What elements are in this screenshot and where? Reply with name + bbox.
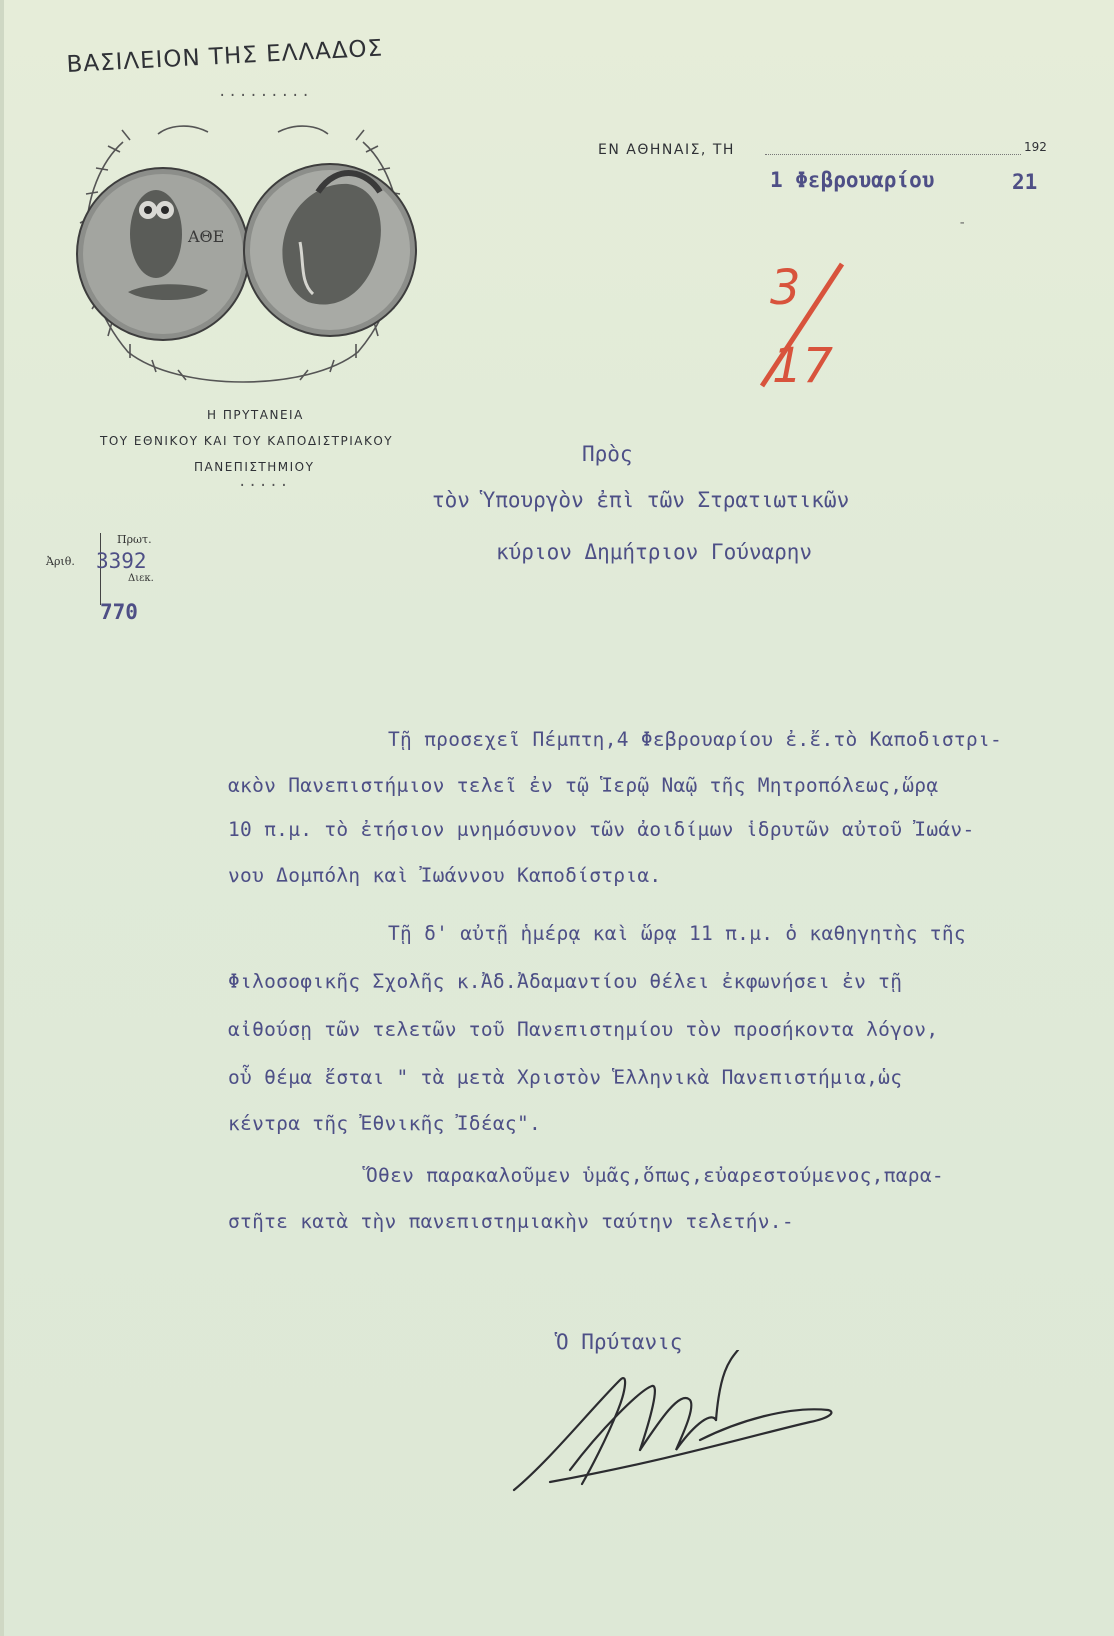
rectorate-divider: ····· xyxy=(238,478,291,494)
body-line-5: Τῇ δ' αὐτῇ ἡμέρᾳ καὶ ὥρᾳ 11 π.μ. ὁ καθηγητὴς τῆς xyxy=(388,922,966,945)
dateline-dash: - xyxy=(958,215,967,231)
university-emblem xyxy=(68,122,418,392)
rectorate-line-3: ΠΑΝΕΠΙΣΤΗΜΙΟΥ xyxy=(194,460,315,474)
registry-number: 770 xyxy=(100,600,138,624)
number-label: Ἀριθ. xyxy=(46,555,75,568)
body-line-10: Ὅθεν παρακαλοῦμεν ὑμᾶς,ὅπως,εὐαρεστούμενος,παρα- xyxy=(366,1164,944,1187)
dateline-place: ΕΝ ΑΘΗΝΑΙΣ, ΤΗ xyxy=(598,142,735,158)
rectorate-line-2: ΤΟΥ ΕΘΝΙΚΟΥ ΚΑΙ ΤΟΥ ΚΑΠΟΔΙΣΤΡΙΑΚΟΥ xyxy=(100,434,394,448)
kingdom-heading: ΒΑΣΙΛΕΙΟΝ ΤΗΣ ΕΛΛΑΔΟΣ xyxy=(66,35,384,78)
dateline-year-prefix: 192 xyxy=(1024,140,1047,154)
body-line-8: οὗ θέμα ἔσται " τὰ μετὰ Χριστὸν Ἑλληνικὰ Πανεπιστήμια,ὡς xyxy=(228,1066,903,1089)
svg-text:ΑΘΕ: ΑΘΕ xyxy=(188,227,225,246)
body-line-7: αἰθούσῃ τῶν τελετῶν τοῦ Πανεπιστημίου τὸν προσήκοντα λόγον, xyxy=(228,1018,939,1041)
body-line-1: Τῇ προσεχεῖ Πέμπτη,4 Φεβρουαρίου ἐ.ἔ.τὸ Καποδιστρι- xyxy=(388,728,1003,751)
addressee-line-2: κύριον Δημήτριον Γούναρην xyxy=(496,540,813,564)
body-line-6: Φιλοσοφικῆς Σχολῆς κ.Ἀδ.Ἀδαμαντίου θέλει ἐκφωνήσει ἐν τῇ xyxy=(228,970,903,993)
reference-numerator: 3 xyxy=(770,260,801,316)
body-line-3: 10 π.μ. τὸ ἐτήσιον μνημόσυνον τῶν ἀοιδίμων ἱδρυτῶν αὐτοῦ Ἰωάν- xyxy=(228,818,975,841)
protocol-label: Πρωτ. xyxy=(117,533,152,546)
body-line-11: στῆτε κατὰ τὴν πανεπιστημιακὴν ταύτην τελετήν.- xyxy=(228,1210,794,1233)
body-line-2: ακὸν Πανεπιστήμιον τελεῖ ἐν τῷ Ἱερῷ Ναῷ τῆς Μητροπόλεως,ὥρᾳ xyxy=(228,774,939,797)
page-edge xyxy=(0,0,4,1636)
red-pencil-reference xyxy=(744,254,854,414)
body-line-4: νου Δομπόλη καὶ Ἰωάννου Καποδίστρια. xyxy=(228,864,662,887)
dateline-dotted-rule xyxy=(765,154,1021,155)
heading-divider: ········· xyxy=(218,88,312,104)
date-day-month: 1 Φεβρουαρίου xyxy=(770,168,935,192)
protocol-number: 3392 xyxy=(96,549,147,573)
addressee-line-1: τὸν Ὑπουργὸν ἐπὶ τῶν Στρατιωτικῶν xyxy=(432,488,850,512)
reference-denominator: 17 xyxy=(772,338,834,394)
rector-signature xyxy=(510,1350,840,1500)
rectorate-line-1: Η ΠΡΥΤΑΝΕΙΑ xyxy=(207,408,304,422)
signatory-title: Ὁ Πρύτανις xyxy=(556,1330,683,1354)
date-year: 21 xyxy=(1012,170,1038,194)
diekperaiosis-label: Διεκ. xyxy=(128,573,154,584)
body-line-9: κέντρα τῆς Ἐθνικῆς Ἰδέας". xyxy=(228,1112,542,1135)
addressee-to: Πρὸς xyxy=(582,442,633,466)
